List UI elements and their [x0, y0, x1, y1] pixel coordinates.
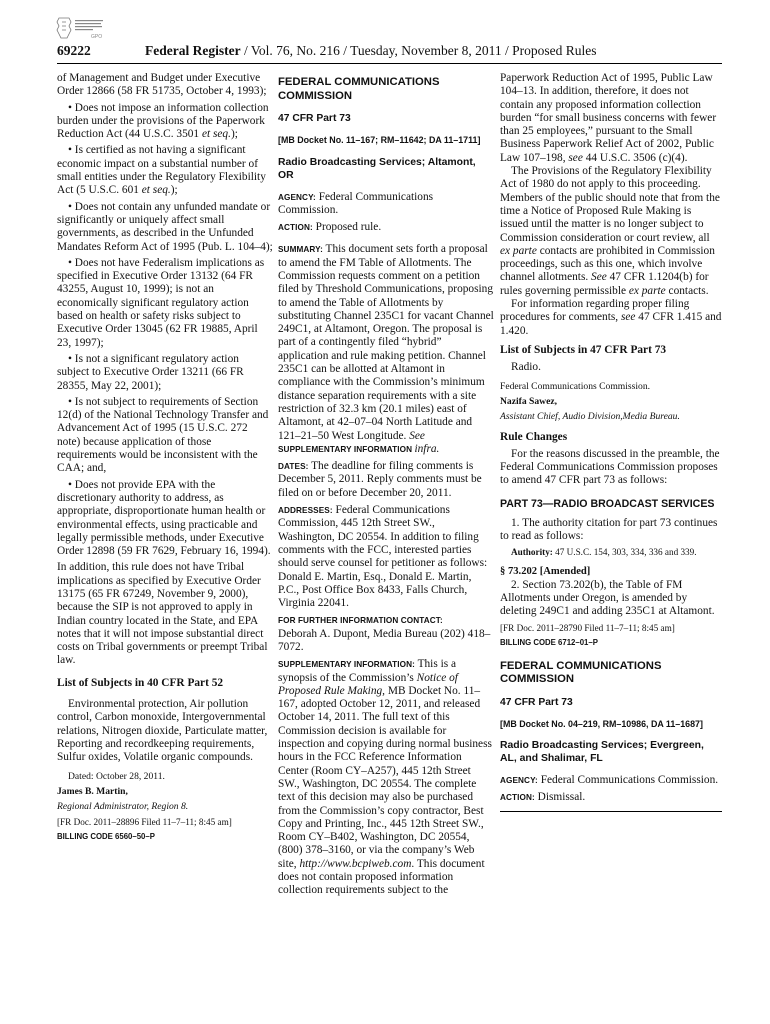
list-of-subjects-body: Radio. — [511, 361, 541, 374]
agency-line: AGENCY: Federal Communications Commission. — [500, 774, 719, 786]
bullet-item: • Is certified as not having a significant economic impact on a substantial number of small entities under the Regulatory Flexibility Act (5 U.S.C. 601 et seq.); — [57, 144, 266, 197]
bullet-item: • Does not contain any unfunded mandate or significantly or uniquely affect small governments, as described in the Unfunded Mandates Reform Act of 1995 (Pub. L. 104–4); — [57, 200, 273, 253]
signature-org: Federal Communications Commission. — [500, 380, 651, 392]
agency-line: AGENCY: Federal Communications Commission. — [278, 190, 434, 216]
signer-name: James B. Martin, — [57, 785, 128, 797]
list-of-subjects-heading: List of Subjects in 40 CFR Part 52 — [57, 676, 224, 689]
fr-doc-line: [FR Doc. 2011–28896 Filed 11–7–11; 8:45 am] — [57, 816, 232, 827]
signer-name: Nazifa Sawez, — [500, 395, 558, 407]
bullet-item: • Does not have Federalism implications as specified in Executive Order 13132 (64 FR 43255, August 10, 1999); is not an economically significant regulatory action based on health or safety risks subject to Executive Order 13045 (62 FR 19885, April 23, 1997); — [57, 256, 265, 349]
further-info-section: FOR FURTHER INFORMATION CONTACT: Deborah A. Dupont, Media Bureau (202) 418–7072. — [278, 616, 491, 653]
cfr-part: 47 CFR Part 73 — [500, 696, 573, 708]
tribal-paragraph: In addition, this rule does not have Tribal implications as specified by Executive Order 13175 (65 FR 67249, November 9, 2000), because the SIP is not approved to apply in Indian country located in the State, and EPA notes that it will not impose substantial direct costs on Tribal governments or preempt Tribal law. — [57, 561, 268, 667]
list-of-subjects-heading: List of Subjects in 47 CFR Part 73 — [500, 343, 667, 356]
bullet-item: • Is not subject to requirements of Section 12(d) of the National Technology Transfer and Advancement Act of 1995 (15 U.S.C. 272 note) because application of those requirements would be inconsistent with the CAA; and, — [57, 395, 269, 475]
amendment-2: 2. Section 73.202(b), the Table of FM Allotments under Oregon, is amended by deleting 249C1 and adding 235C1 at Altamont. — [500, 578, 715, 618]
action-line: ACTION: Proposed rule. — [278, 221, 382, 234]
page-header — [57, 43, 722, 59]
bullet-item: • Does not provide EPA with the discretionary authority to address, as appropriate, disproportionate human health or environmental effects, using practicable and legally permissible methods, under Executive Order 12898 (59 FR 7629, February 16, 1994). — [57, 478, 271, 558]
authority-line: Authority: 47 U.S.C. 154, 303, 334, 336 and 339. — [511, 547, 697, 558]
paragraph: The Provisions of the Regulatory Flexibility Act of 1980 do not apply to this proceeding. Members of the public should note that from the time a Notice of Proposed Rule Making is issued until the matter is no longer subject to Commission consideration or court review, all ex parte contacts are prohibited in Commission proceedings, such as this one, which involve channel allotments. See 47 CFR 1.1204(b) for rules governing permissible ex parte contacts. — [500, 165, 720, 297]
summary-section: SUMMARY: This document sets forth a proposal to amend the FM Table of Allotments. The Commission requests comment on a petition filed by Threshold Communications, proposing to amend the Table of Allotments by substituting Channel 235C1 for vacant Channel 249C1, at Altamont, Oregon. The proposal is part of a contingently filed “hybrid” application and rule making petition. Channel 235C1 can be allotted at Altamont in compliance with the Commission’s minimum distance separation requirements with a site restriction of 32.3 km (20.1 miles) east of Altamont, at 42–07–04 North Latitude and 121–21–50 West Longitude. See SUPPLEMENTARY INFORMATION infra. — [278, 243, 494, 455]
dated-line: Dated: October 28, 2011. — [68, 770, 165, 782]
action-line: ACTION: Dismissal. — [500, 791, 586, 804]
header-rule — [57, 63, 722, 64]
agency-heading: FEDERAL COMMUNICATIONS COMMISSION — [500, 659, 662, 685]
running-title — [145, 43, 596, 59]
part-heading: PART 73—RADIO BROADCAST SERVICES — [500, 497, 715, 510]
paragraph: Paperwork Reduction Act of 1995, Public Law 104–13. In addition, therefore, it does not contain any proposed information collection burden “for small business concerns with fewer than 25 employees,” pursuant to the Small Business Paperwork Relief Act of 2002, Public Law 107–198, see 44 U.S.C. 3506 (c)(4). — [500, 72, 717, 164]
rule-changes-text: For the reasons discussed in the preamble, the Federal Communications Commission proposes to amend 47 CFR part 73 as follows: — [500, 447, 720, 487]
svg-text:GPO: GPO — [91, 34, 103, 40]
page-number: 69222 — [57, 43, 91, 58]
signer-title: Assistant Chief, Audio Division,Media Bureau. — [500, 410, 680, 422]
web-link[interactable]: http://www.bcpiweb.com — [299, 857, 412, 870]
journal-name: Federal Register — [145, 43, 241, 58]
agency-heading: FEDERAL COMMUNICATIONS COMMISSION — [278, 76, 440, 102]
section-heading: § 73.202 [Amended] — [500, 566, 591, 578]
column-1 — [57, 72, 273, 842]
bullet-item: • Does not impose an information collection burden under the provisions of the Paperwork Reduction Act (44 U.S.C. 3501 et seq.); — [57, 101, 269, 141]
addresses-section: ADDRESSES: Federal Communications Commission, 445 12th Street SW., Washington, DC 20554. In addition to filing comments with the FCC, interested parties should serve counsel for petitioner as follows: Donald E. Martin, Esq., Donald E. Martin, P.C., Post Office Box 8433, Falls Church, Virginia 22041. — [278, 504, 488, 610]
amendment-1: 1. The authority citation for part 73 continues to read as follows: — [500, 516, 718, 543]
billing-code: BILLING CODE 6560–50–P — [57, 831, 155, 841]
fr-doc-line: [FR Doc. 2011–28790 Filed 11–7–11; 8:45 am] — [500, 622, 675, 633]
issue-info: / Vol. 76, No. 216 / Tuesday, November 8, 2011 / Proposed Rules — [240, 43, 597, 58]
gpo-authenticated-logo — [53, 14, 107, 42]
bullet-item: • Is not a significant regulatory action subject to Executive Order 13211 (66 FR 28355, May 22, 2001); — [57, 352, 244, 392]
subject-heading: Radio Broadcasting Services; Altamont, OR — [278, 156, 476, 181]
docket-number: [MB Docket No. 11–167; RM–11642; DA 11–1711] — [278, 135, 481, 145]
paragraph: For information regarding proper filing procedures for comments, see 47 CFR 1.415 and 1.420. — [500, 298, 722, 337]
rule-changes-heading: Rule Changes — [500, 430, 568, 443]
column-3 — [500, 72, 722, 812]
docket-number: [MB Docket No. 04–219, RM–10986, DA 11–1687] — [500, 718, 703, 729]
list-of-subjects-body: Environmental protection, Air pollution control, Carbon monoxide, Intergovernmental relations, Nitrogen dioxide, Particulate matter, Reporting and recordkeeping requirements, Sulfur oxides, Volatile organic compounds. — [57, 698, 268, 764]
supplementary-section: SUPPLEMENTARY INFORMATION: This is a synopsis of the Commission’s Notice of Proposed Rule Making, MB Docket No. 11–167, adopted October 12, 2011, and released October 14, 2011. The full text of this Commission decision is available for inspection and copying during normal business hours in the FCC Reference Information Center (Room CY–A257), 445 12th Street SW., Washington, DC 20554. The complete text of this decision may also be purchased from the Commission’s copy contractor, Best Copy and Printing, Inc., 445 12th Street SW., Room CY–B402, Washington, DC 20554, (800) 378–3160, or via the company’s Web site, http://www.bcpiweb.com. This document does not contain proposed information collection requirements subject to the — [278, 658, 492, 897]
dates-section: DATES: The deadline for filing comments is December 5, 2011. Reply comments must be filed on or before December 20, 2011. — [278, 460, 482, 499]
cfr-part: 47 CFR Part 73 — [278, 113, 351, 124]
signer-title: Regional Administrator, Region 8. — [57, 800, 189, 812]
paragraph: of Management and Budget under Executive Order 12866 (58 FR 51735, October 4, 1993); — [57, 72, 267, 98]
column-2 — [278, 72, 494, 898]
subject-heading: Radio Broadcasting Services; Evergreen, AL, and Shalimar, FL — [500, 740, 704, 764]
billing-code: BILLING CODE 6712–01–P — [500, 637, 598, 647]
end-rule — [500, 811, 722, 812]
